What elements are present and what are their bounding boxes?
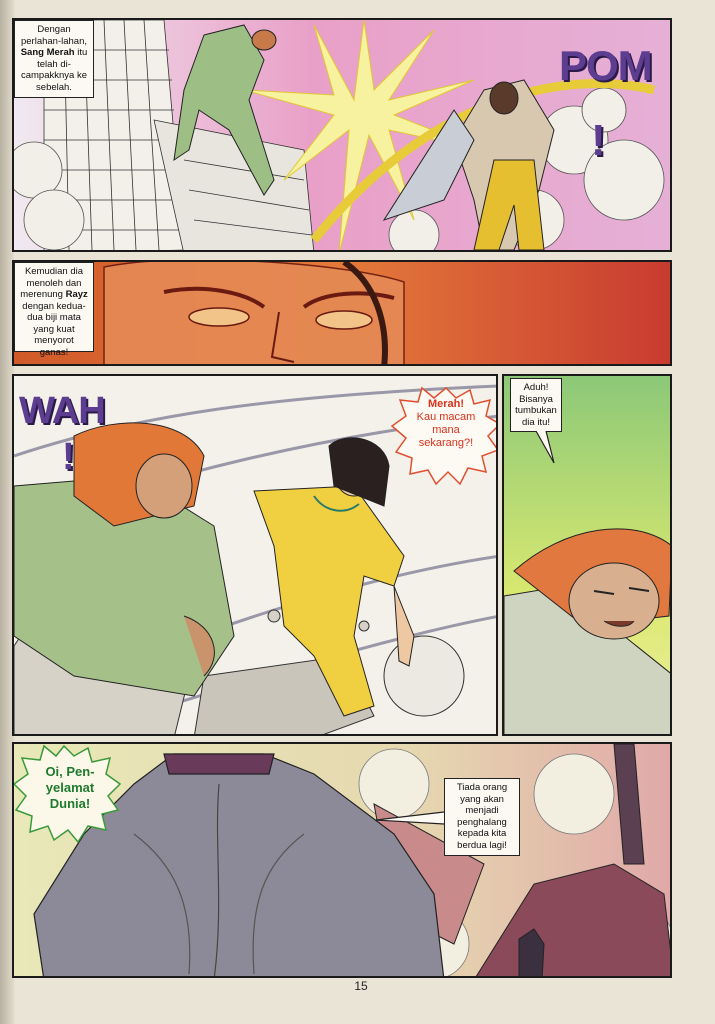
sfx-wah-exclamation: ! <box>62 436 74 478</box>
speech-tail-aduh <box>532 431 562 471</box>
sfx-wah: WAH <box>19 390 105 432</box>
page-number: 15 <box>354 979 368 993</box>
sfx-pom: POM <box>559 42 652 89</box>
speech-box-tiada-orang: Tiada orang yang akan menjadi penghalang kepada kita berdua lagi! <box>444 778 520 856</box>
panel-1-caption: Dengan perlahan-lahan, Sang Merah itu telah di-campakknya ke sebelah. <box>14 20 94 98</box>
caption-name-rayz: Rayz <box>65 289 88 300</box>
angry-eyes-closeup <box>104 262 404 366</box>
panel-4 <box>502 374 672 736</box>
panel-2-art <box>14 262 672 366</box>
speech-bubble-merah <box>390 384 498 486</box>
speech-tail-tiada-orang <box>376 808 446 838</box>
panel-2-caption: Kemudian dia menoleh dan merenung Rayz dengan kedua-dua biji mata yang kuat menyorot ganas! <box>14 262 94 352</box>
panel-3 <box>12 374 498 736</box>
bubble-name-merah: Merah! <box>427 398 465 410</box>
caption-name-sang-merah: Sang Merah <box>20 47 75 58</box>
speech-bubble-penyelamat: Oi, Pen-yelamat Dunia! <box>14 744 122 844</box>
panel-5 <box>12 742 672 978</box>
panel-2 <box>12 260 672 366</box>
sfx-pom-exclamation: ! <box>591 116 605 165</box>
speech-box-aduh: Aduh! Bisanya tumbukan dia itu! <box>510 378 562 432</box>
bubble-text-merah: Kau macam mana sekarang?! <box>416 411 476 449</box>
panel-1 <box>12 18 672 252</box>
